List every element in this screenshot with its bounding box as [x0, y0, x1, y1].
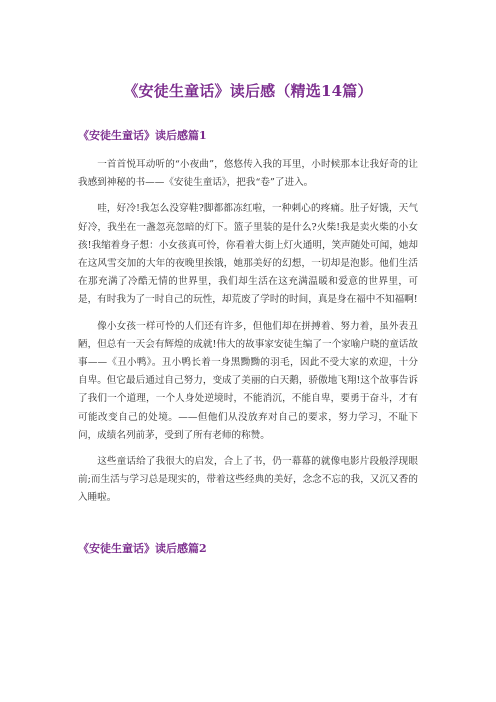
section-heading: 《安徒生童话》读后感篇1	[78, 129, 207, 142]
paragraph: 哇，好冷!我怎么没穿鞋?脚都都冻红啦，一种刺心的疼痛。肚子好饿，天气好冷，我坐在一盏忽亮忽暗的灯下。篮子里装的是什么?火柴!我是卖火柴的小女孩!我缩着身子想：小女孩真可怜，你看着大街上灯火通明，笑声随处可闻，她却在这风雪交加的大年的夜晚里挨饿，她那美好的幻想，一切却是泡影。他们生活在那充满了冷酷无情的世界里，我们却生活在这充满温暖和爱意的世界里，可是，有时我为了一时自己的玩性，却荒废了学时的时间，真是身在福中不知福啊!	[78, 203, 418, 306]
paragraph: 像小女孩一样可怜的人们还有许多，但他们却在拼搏着、努力着，虽外表丑陋，但总有一天会有辉煌的成就!伟大的故事家安徒生编了一个家喻户晓的童话故事——《丑小鸭》。丑小鸭长着一身黑黝黝的羽毛，因此不受大家的欢迎，十分自卑。但它最后通过自己努力，变成了美丽的白天鹅，骄傲地飞翔!这个故事告诉了我们一个道理，一个人身处逆境时，不能消沉，不能自卑，要勇于奋斗，才有可能改变自己的处境。——但他们从没放弃对自己的要求，努力学习，不耻下问，成绩名列前茅，受到了所有老师的称赞。	[78, 320, 418, 441]
section-2	[78, 541, 418, 557]
paragraph: 这些童话给了我很大的启发，合上了书，仍一幕幕的就像电影片段般浮现眼前;而生活与学习总是现实的，带着这些经典的美好，念念不忘的我，又沉又香的入睡啦。	[78, 456, 418, 504]
paragraph: 一首首悦耳动听的“小夜曲”，悠悠传入我的耳里，小时候那本让我好奇的让我感到神秘的书——《安徒生童话》，把我“卷”了进入。	[78, 159, 418, 189]
section-heading: 《安徒生童话》读后感篇2	[78, 541, 207, 555]
section-1	[78, 128, 418, 508]
document-title: 《安徒生童话》读后感（精选14篇）	[123, 82, 373, 100]
